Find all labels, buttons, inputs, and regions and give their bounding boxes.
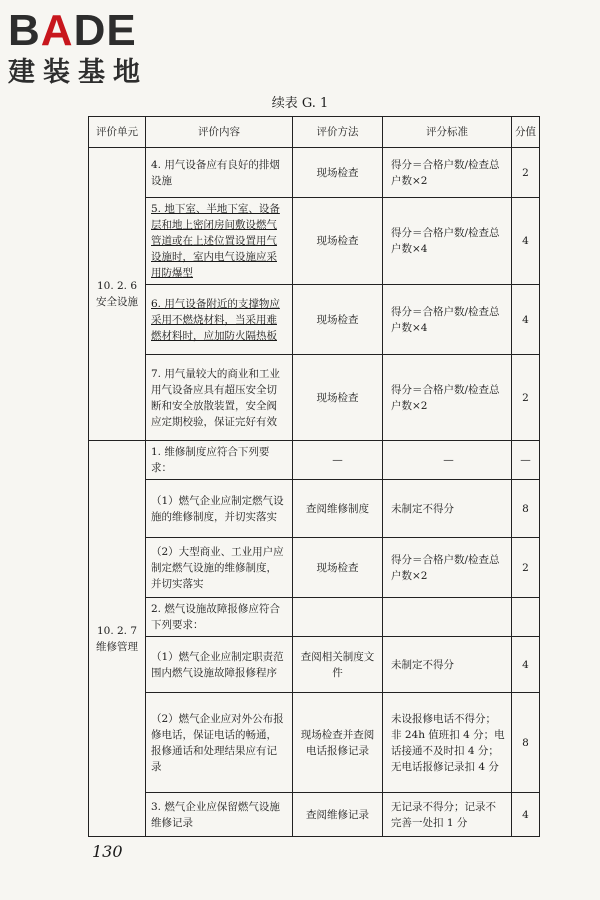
table-row bbox=[89, 355, 540, 441]
criteria-cell: 未制定不得分 bbox=[383, 637, 512, 693]
unit-cell bbox=[89, 441, 146, 837]
score-cell: 4 bbox=[512, 637, 540, 693]
method-cell: 现场检查 bbox=[293, 148, 383, 198]
criteria-cell: 未制定不得分 bbox=[383, 480, 512, 538]
content-cell: （2）燃气企业应对外公布报修电话，保证电话的畅通，报修通话和处理结果应有记录 bbox=[146, 693, 293, 793]
score-cell: 8 bbox=[512, 480, 540, 538]
score-cell: 4 bbox=[512, 198, 540, 285]
score-cell: — bbox=[512, 441, 540, 480]
score-cell: 4 bbox=[512, 285, 540, 355]
content-cell: （2）大型商业、工业用户应制定燃气设施的维修制度，并切实落实 bbox=[146, 538, 293, 598]
header-method: 评价方法 bbox=[293, 117, 383, 148]
header-criteria: 评分标准 bbox=[383, 117, 512, 148]
score-cell: 2 bbox=[512, 355, 540, 441]
content-cell: 3. 燃气企业应保留燃气设施维修记录 bbox=[146, 793, 293, 837]
table-row bbox=[89, 441, 540, 480]
table-row bbox=[89, 693, 540, 793]
content-cell: 7. 用气量较大的商业和工业用气设备应具有超压安全切断和安全放散装置，安全阀应定期校验，保证完好有效 bbox=[146, 355, 293, 441]
criteria-cell: 得分＝合格户数/检查总户数×4 bbox=[383, 198, 512, 285]
header-score: 分值 bbox=[512, 117, 540, 148]
method-cell: 现场检查 bbox=[293, 538, 383, 598]
criteria-cell: 得分＝合格户数/检查总户数×4 bbox=[383, 285, 512, 355]
header-unit: 评价单元 bbox=[89, 117, 146, 148]
table-row bbox=[89, 148, 540, 198]
criteria-cell: — bbox=[383, 441, 512, 480]
method-cell bbox=[293, 598, 383, 637]
score-cell: 2 bbox=[512, 538, 540, 598]
score-cell: 4 bbox=[512, 793, 540, 837]
score-cell: 8 bbox=[512, 693, 540, 793]
criteria-cell bbox=[383, 598, 512, 637]
table-row bbox=[89, 793, 540, 837]
unit-code: 10. 2. 6 bbox=[96, 280, 138, 292]
table-row bbox=[89, 480, 540, 538]
content-cell: 2. 燃气设施故障报修应符合下列要求： bbox=[146, 598, 293, 637]
unit-name: 安全设施 bbox=[96, 296, 138, 308]
site-logo bbox=[8, 6, 178, 90]
method-cell: 现场检查 bbox=[293, 198, 383, 285]
table-row bbox=[89, 637, 540, 693]
content-cell: 6. 用气设备附近的支撑物应采用不燃烧材料，当采用难燃材料时，应加防火隔热板 bbox=[146, 285, 293, 355]
score-cell: 2 bbox=[512, 148, 540, 198]
method-cell: — bbox=[293, 441, 383, 480]
content-cell: 4. 用气设备应有良好的排烟设施 bbox=[146, 148, 293, 198]
header-row bbox=[89, 117, 540, 148]
content-cell: （1）燃气企业应制定职责范围内燃气设施故障报修程序 bbox=[146, 637, 293, 693]
method-cell: 现场检查 bbox=[293, 355, 383, 441]
method-cell: 查阅维修制度 bbox=[293, 480, 383, 538]
logo-subtitle: 建装基地 bbox=[8, 57, 148, 88]
method-cell: 查阅相关制度文件 bbox=[293, 637, 383, 693]
table-row bbox=[89, 538, 540, 598]
evaluation-table bbox=[88, 116, 540, 837]
criteria-cell: 未设报修电话不得分；非 24h 值班扣 4 分；电话接通不及时扣 4 分；无电话报修记录扣 4 分 bbox=[383, 693, 512, 793]
method-cell: 现场检查 bbox=[293, 285, 383, 355]
content-cell: 1. 维修制度应符合下列要求： bbox=[146, 441, 293, 480]
table-row bbox=[89, 285, 540, 355]
method-cell: 查阅维修记录 bbox=[293, 793, 383, 837]
criteria-cell: 无记录不得分；记录不完善一处扣 1 分 bbox=[383, 793, 512, 837]
table-caption: 续表 G. 1 bbox=[271, 96, 329, 111]
content-cell: （1）燃气企业应制定燃气设施的维修制度，并切实落实 bbox=[146, 480, 293, 538]
logo-brand: BADE bbox=[8, 6, 137, 55]
criteria-cell: 得分＝合格户数/检查总户数×2 bbox=[383, 538, 512, 598]
table-row bbox=[89, 198, 540, 285]
content-cell: 5. 地下室、半地下室、设备层和地上密闭房间敷设燃气管道或在上述位置设置用气设施时，室内电气设施应采用防爆型 bbox=[146, 198, 293, 285]
unit-cell bbox=[89, 148, 146, 441]
unit-code: 10. 2. 7 bbox=[96, 624, 138, 637]
criteria-cell: 得分＝合格户数/检查总户数×2 bbox=[383, 148, 512, 198]
criteria-cell: 得分＝合格户数/检查总户数×2 bbox=[383, 355, 512, 441]
header-content: 评价内容 bbox=[146, 117, 293, 148]
unit-name: 维修管理 bbox=[96, 640, 138, 653]
method-cell: 现场检查并查阅电话报修记录 bbox=[293, 693, 383, 793]
table-row bbox=[89, 598, 540, 637]
score-cell bbox=[512, 598, 540, 637]
page-number: 130 bbox=[92, 842, 123, 861]
